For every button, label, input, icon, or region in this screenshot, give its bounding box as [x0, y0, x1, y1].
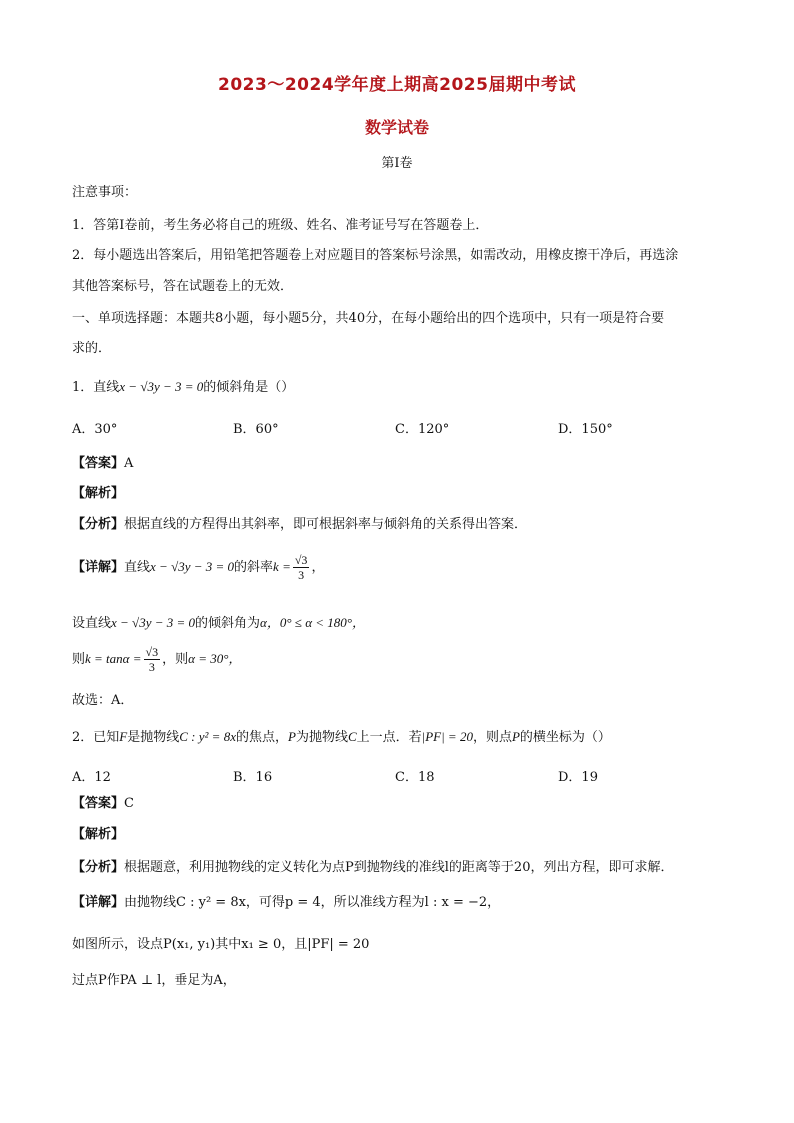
q2-point: 上一点．若 [356, 730, 422, 745]
q1-detail-4: 故选：A． [72, 693, 134, 708]
q2-option-c: C．18 [395, 770, 435, 785]
q2-option-d: D．19 [558, 770, 598, 785]
q1-d2-alpha: α [260, 615, 267, 630]
q2-option-b: B．16 [233, 770, 273, 785]
q1-d3-denominator: 3 [148, 660, 155, 674]
q1-d1-mid: 的斜率 [234, 560, 274, 575]
q1-d2-pre: 设直线 [72, 616, 112, 631]
q1-d1-k: k = [273, 559, 291, 574]
q2-option-a: A．12 [72, 770, 111, 785]
q2-pf: |PF| = 20 [421, 729, 473, 744]
q1-prefix: 1．直线 [72, 380, 120, 395]
q2-answer [72, 795, 728, 813]
q1-d1-pre: 直线 [124, 560, 151, 575]
q2-p2: P [511, 729, 520, 744]
q2-focus: 的焦点， [235, 730, 288, 745]
q2-xiangjie-tag: 【详解】 [72, 895, 125, 910]
q2-detail-1 [72, 894, 728, 912]
q1-d3-fraction [144, 645, 161, 674]
q1-d1-fraction [293, 553, 310, 582]
q2-ask: ，则点 [472, 730, 512, 745]
subject-title: 数学试卷 [364, 118, 429, 137]
q1-detail-3 [72, 645, 728, 679]
volume-label: 第I卷 [381, 156, 413, 171]
q1-detail-2 [72, 614, 728, 633]
q1-d3-alpha: α = 30°， [188, 651, 242, 666]
q1-d2-range: ，0° ≤ α < 180°， [266, 615, 365, 630]
q1-answer-tag: 【答案】 [72, 456, 125, 471]
q1-option-a: A．30° [72, 422, 118, 437]
q1-answer-value: A [124, 456, 134, 471]
q2-p: P [287, 729, 296, 744]
q2-detail-3: 过点P作PA ⊥ l，垂足为A， [72, 973, 236, 988]
q2-stem [72, 728, 728, 747]
q1-d3-k: k = tanα = [85, 651, 142, 666]
q1-equation: x − √3y − 3 = 0 [119, 379, 204, 394]
q1-option-b: B．60° [233, 422, 279, 437]
q1-d3-pre: 则 [72, 652, 86, 667]
q2-detail-2: 如图所示，设点P(x₁, y₁)其中x₁ ≥ 0，且|PF| = 20 [72, 937, 370, 952]
q1-option-c: C．120° [395, 422, 450, 437]
q1-analysis-tag: 【解析】 [72, 486, 125, 501]
q1-suffix: 的倾斜角是（） [203, 380, 295, 395]
q1-answer [72, 455, 728, 473]
q1-d3-numerator: √3 [145, 645, 159, 659]
q1-detail-1 [72, 553, 728, 587]
q2-ask2: 的横坐标为（） [519, 730, 611, 745]
q1-d1-end: ， [311, 560, 325, 575]
q1-fenxi [72, 516, 728, 534]
q2-fenxi [72, 859, 728, 877]
q2-analysis-tag: 【解析】 [72, 827, 125, 842]
exam-title: 2023～2024学年度上期高2025届期中考试 [218, 75, 576, 95]
q1-d3-then: ，则 [162, 652, 189, 667]
q2-answer-value: C [124, 796, 134, 811]
q1-d2-equation: x − √3y − 3 = 0 [111, 615, 196, 630]
note-item-2b: 其他答案标号，答在试题卷上的无效． [72, 279, 294, 294]
q1-xiangjie-tag: 【详解】 [72, 560, 125, 575]
q1-fenxi-text: 根据直线的方程得出其斜率，即可根据斜率与倾斜角的关系得出答案． [124, 517, 528, 532]
q1-d2-mid: 的倾斜角为 [195, 616, 261, 631]
q2-parabola: C : y² = 8x [179, 729, 236, 744]
q1-stem [72, 378, 728, 397]
q2-fenxi-tag: 【分析】 [72, 860, 125, 875]
q1-d1-equation: x − √3y − 3 = 0 [150, 559, 235, 574]
q2-f: F [119, 729, 128, 744]
section-heading-2: 求的． [72, 341, 112, 356]
q1-d1-numerator: √3 [294, 553, 308, 567]
q2-answer-tag: 【答案】 [72, 796, 125, 811]
q2-prefix: 2．已知 [72, 730, 120, 745]
note-item-2a: 2．每小题选出答案后，用铅笔把答题卷上对应题目的答案标号涂黑，如需改动，用橡皮擦干净后，再选涂 [72, 248, 679, 263]
q1-d1-denominator: 3 [298, 568, 305, 582]
notes-heading: 注意事项： [72, 185, 138, 200]
q2-c: C [347, 729, 357, 744]
q2-is: 是抛物线 [127, 730, 180, 745]
q2-on: 为抛物线 [295, 730, 348, 745]
note-item-1: 1．答第I卷前，考生务必将自己的班级、姓名、准考证号写在答题卷上． [72, 218, 489, 233]
q2-fenxi-text: 根据题意，利用抛物线的定义转化为点P到抛物线的准线l的距离等于20，列出方程，即可求解． [124, 860, 674, 875]
q1-fenxi-tag: 【分析】 [72, 517, 125, 532]
q1-option-d: D．150° [558, 422, 613, 437]
q2-d1-text: 由抛物线C : y² = 8x，可得p = 4，所以准线方程为l : x = −2， [124, 895, 501, 910]
section-heading-1: 一、单项选择题：本题共8小题，每小题5分，共40分，在每小题给出的四个选项中，只有一项是符合要 [72, 311, 665, 326]
